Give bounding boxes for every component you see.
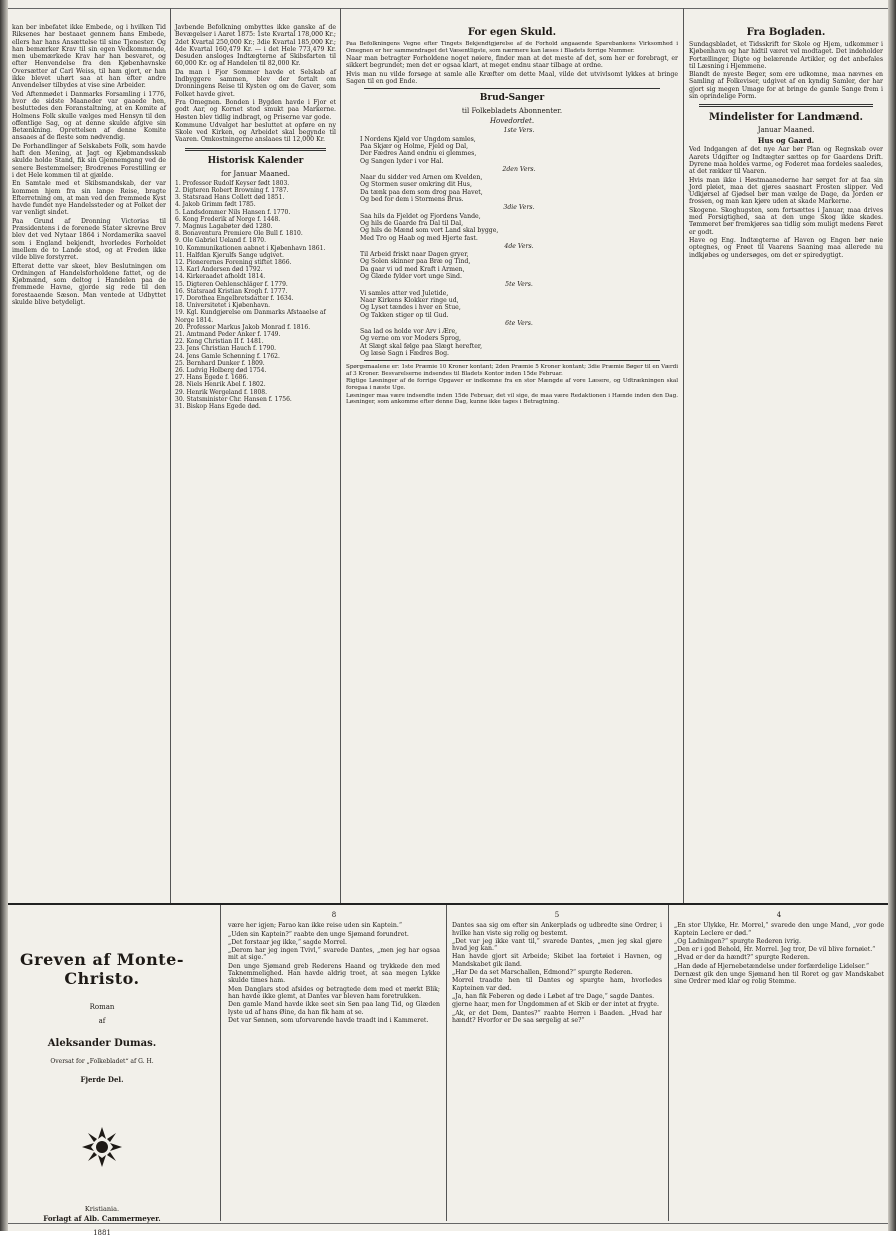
verse-line: Naar du sidder ved Arnen om Kvelden, [360, 174, 483, 182]
paragraph: Spørgsmaalene er: 1ste Præmie 10 Kroner kontant; 2den Præmie 5 Kroner kontant; 3die Præmie Bøger til en Værdi af 3 Kroner. Besvarelserne indsendes til Bladets Kontor inden 15de Februar. [346, 364, 678, 377]
book-title: Greven af Monte-Christo. [20, 950, 184, 988]
paragraph: Blandt de nyeste Bøger, som ere udkomne, maa nævnes en Samling af Folkeviser, udgivet af en kyndig Samler, der har gjort sig megen Umage for at bringe de gamle Sange frem i sin oprindelige Form. [689, 71, 883, 101]
verse-line: Og Sangen lyder i vor Hal. [360, 157, 444, 165]
paragraph: De Forhandlinger af Selskabets Folk, som havde haft den Mening, at Jagt og Kjøbmandsskab skulde holde Stand, fik sin Gjennemgang ved de senere Bestemmelser; Brodrenes Forestilling er i det Hele kommen til at gjælde. [12, 142, 166, 179]
book-translator: Oversat for „Folkebladet“ af G. H. [50, 1058, 154, 1065]
paragraph: Ved Aftenmødet i Danmarks Forsamling i 1776, hvor de sidste Maaneder var gaaede hen, besluttedes den Foranstaltning, at en Komite af Holmens Folk skulle vælges med Hensyn til den offentlige Sag, og at denne skulde afgive sin Betænkning. Oprettelsen af denne Komite ansaaes af de fleste som nødvendig. [12, 90, 166, 142]
calendar-entry: 3. Statsraad Hans Collett død 1851. [175, 194, 285, 202]
novel-text [674, 922, 884, 985]
paragraph: „Har De da set Marschallen, Edmond?“ spurgte Rederen. [452, 969, 633, 977]
novel-column-2 [452, 912, 662, 1217]
paragraph: „Uden sin Kaptein?“ raabte den unge Sjømand forundret. [228, 930, 409, 938]
calendar-entry: 16. Statsraad Kristian Krogh f. 1777. [175, 287, 288, 295]
verse-heading: 2den Vers. [502, 165, 536, 173]
verse-line: Naar Kirkens Klokker ringe ud, [360, 296, 459, 304]
column-2-text [175, 24, 336, 144]
paragraph: „Han døde af Hjernebetændelse under forfærdelige Lidelser.“ [674, 962, 870, 970]
verse-line: Der Fædres Aand endnu ei glemmes, [360, 150, 477, 158]
paragraph: En Samtale med et Skibsmandskab, der var kommen hjem fra sin lange Reise, bragte Efterretning om, at man ved den fremmede Kyst havde fundet nye Handelssteder og at Folket der var venligt sindet. [12, 180, 166, 217]
column-2 [175, 24, 336, 900]
calendar-entry: 20. Professor Markus Jakob Monrad f. 1816. [175, 323, 311, 331]
calendar-entry: 7. Magnus Lagabøter død 1280. [175, 222, 273, 230]
publisher-name: Forlagt af Alb. Cammermeyer. [43, 1214, 161, 1223]
paragraph: Paa Grund af Dronning Victorias til Præsidentens i de forenede Stater skrevne Brev blev det ved Nytaar 1864 i Nordamerika saavel som i England bekjendt, hvorledes Forholdet imellem de to Lande stod, og at Freden ikke vilde blive forstyrret. [12, 217, 166, 262]
verse-line: Og hils de Gaarde fra Dal til Dal, [360, 219, 464, 227]
poem-rule [364, 360, 660, 361]
paragraph: Efterat dette var skeet, blev Beslutningen om Ordningen af Handelsforholdene fattet, og de Kjøbmænd, som deltog i Handelen paa de fremmede Havne, gjorde sig rede til den forestaaende Sæson. Man ventede at Udbyttet skulde blive betydeligt. [12, 262, 166, 306]
verse-line: Paa Skjær og Holme, Fjeld og Dal, [360, 142, 469, 150]
paragraph: være her igjen; Farao kan ikke reise uden sin Kaptein.“ [228, 922, 403, 930]
paragraph: „En stor Ulykke, Hr. Morrel,“ svarede den unge Mand, „vor gode Kaptein Leclere er død.“ [674, 922, 884, 937]
calendar-entry: 27. Hans Egede f. 1686. [175, 374, 249, 382]
calendar-entry: 18. Universitetet i Kjøbenhavn. [175, 302, 270, 310]
calendar-entry: 24. Jens Gamle Schønning f. 1762. [175, 352, 280, 360]
page-number: 8 [331, 911, 337, 919]
verse-line: Til Arbeid friskt naar Dagen gryer, [360, 251, 469, 259]
farmers-rule [699, 104, 873, 107]
verse-line: Saa lad os holde vor Arv i Ære, [360, 328, 458, 336]
puzzle-notice [346, 364, 678, 406]
verse-line: At Slægt skal følge paa Slægt herefter, [360, 342, 483, 350]
farmers-subtitle-2: Hus og Gaard. [757, 136, 815, 146]
book-genre: Roman [89, 1003, 115, 1011]
page-number: 5 [554, 911, 560, 919]
calendar-entry: 19. Kgl. Kundgjørelse om Danmarks Afstaaelse af Norge 1814. [175, 309, 326, 324]
calendar-entry: 10. Kommunikationen aabnet i Kjøbenhavn 1861. [175, 244, 326, 252]
paragraph: Javbende Befolkning ombyttes ikke ganske af de Bevægelser i Aaret 1875: 1ste Kvartal 178,000 Kr.; 2det Kvartal 250,000 Kr.; 3die Kvartal 185,000 Kr.; 4de Kvartal 160,479 Kr. — i det Hele 773,479 Kr. Desuden ansloges Indtægterne af Skibsfarten til 60,000 Kr. og af Handelen til 82,000 Kr. [175, 24, 336, 68]
article-rule [364, 88, 660, 89]
paragraph: Rigtige Løsninger af de forrige Opgaver er indkomne fra en stor Mængde af vore Læsere, og Udtrækningen skal foregaa i næste Uge. [346, 378, 678, 392]
column-1 [12, 24, 166, 900]
section-divider [7, 903, 889, 905]
article-intro: Paa Befolkningens Vegne efter Tingets Bekjendtgjørelse af de Forhold angaaende Sparebankens Virksomhed i Omegnen er her sammendraget det Væsentligste, som nærmere kan læses i Bladets forrige Nummer. [346, 41, 678, 54]
calendar-entry: 1. Professor Rudolf Keyser født 1803. [175, 179, 290, 187]
paragraph: gjerne haar, men for Ungdommen af et Skib er der intet at frygte. [452, 1001, 659, 1009]
bottom-divider [446, 905, 447, 1221]
verse-line: Saa hils da Fjeldet og Fjordens Vande, [360, 212, 481, 220]
verse-line: Og hils de Mænd som vort Land skal bygge, [360, 227, 499, 235]
column-3 [346, 24, 678, 900]
novel-text [452, 922, 662, 1024]
paragraph: kan ber inbefatet ikke Embede, og i hvilken Tid Riksenes har bestaaet gennem hans Embede, ellers har hans Ansættelse til sine Tjenester. Og han bemærker Krav til sin egen Vedkommende, men ubemærkede Krav har han besvaret, og efter Henvendelse fra den Kjøbenhavnske Oversætter af Carl Weiss, til ham gjort, er han ikke blevet uhørt saa at han efter andre Anvendelser tilbydes at vise sine Arbeider. [12, 24, 166, 90]
calendar-entry: 6. Kong Frederik af Norge f. 1448. [175, 215, 281, 223]
paragraph: Han havde gjort sit Arbeide; Skibet laa fortøiet i Havnen, og Mandskabet gik iland. [452, 953, 662, 968]
calendar-entry: 13. Karl Andersen død 1792. [175, 266, 263, 274]
calendar-entry: 14. Kirkeraadet afholdt 1814. [175, 273, 266, 281]
novel-column-1 [228, 912, 440, 1217]
paragraph: Morrel traadte hen til Dantes og spurgte ham, hvorledes Kapteinen var død. [452, 977, 662, 992]
calendar-entry: 25. Bernhard Dunker f. 1809. [175, 359, 265, 367]
paragraph: Ved Indgangen af det nye Aar bør Plan og Regnskab over Aarets Udgifter og Indtægter sættes op for Gaardens Drift. Dyrene maa holdes varme, og Foderet maa fordeles saaledes, at det rækker til Vaaren. [689, 146, 883, 176]
page-number: 4 [776, 911, 782, 919]
paragraph: Kommune Udvalget har besluttet at opføre en ny Skole ved Kirken, og Arbeidet skal begynde til Vaaren. Omkostningerne anslaaes til 12,000 Kr. [175, 121, 336, 144]
calendar-entry: 21. Amtmand Peder Anker f. 1749. [175, 331, 281, 339]
paragraph: „Og Ladningen?“ spurgte Rederen ivrig. [674, 937, 801, 945]
paragraph: Sundagsbladet, et Tidsskrift for Skole og Hjem, udkommer i Kjøbenhavn og har hidtil været vel modtaget. Det indeholder Fortællinger, Digte og belærende Artikler, og det anbefales til Læsning i Hjemmene. [689, 41, 883, 70]
paragraph: Dernæst gik den unge Sjømand hen til Roret og gav Mandskabet sine Ordrer med klar og rolig Stemme. [674, 971, 884, 986]
paragraph: Skogene. Skoghugsten, som fortsættes i Januar, maa drives med Forsigtighed, saa at den unge Skog ikke skades. Tømmeret bør fremkjøres saa tidlig som muligt medens Føret er godt. [689, 206, 883, 236]
calendar-entry: 8. Bonaventura Premiere Ole Bull f. 1810. [175, 230, 303, 238]
paragraph: Hvis man ikke i Høstmaanederne har sørget for at faa sin Jord pløiet, maa det gjøres saasnart Frosten slipper. Ved Udkjørsel af Gjødsel bør man vælge de Dage, da Jorden er frossen, og man kan kjøre uden at skade Markerne. [689, 176, 883, 206]
paragraph: „Det var jeg ikke vant til,“ svarede Dantes, „men jeg skal gjøre hvad jeg kan.“ [452, 937, 662, 953]
poem-body [346, 127, 678, 357]
paragraph: Dantes saa sig om efter sin Ankerplads og udbredte sine Ordrer, i hvilke han viste sig rolig og bestemt. [452, 922, 662, 937]
calendar-entry: 17. Dorothea Engelbretsdatter f. 1634. [175, 295, 294, 302]
calendar-title: Historisk Kalender [207, 155, 304, 166]
column-4 [689, 24, 883, 900]
bottom-divider [668, 905, 669, 1221]
book-by: af [98, 1017, 106, 1025]
calendar-entry: 29. Henrik Wergeland f. 1808. [175, 388, 268, 396]
book-title-page [12, 910, 192, 1237]
calendar-entry: 15. Digteren Oehlenschläger f. 1779. [175, 280, 288, 288]
verse-line: Og Stormen suser omkring dit Hus, [360, 181, 472, 189]
paragraph: Den gamle Mand havde ikke seet sin Søn paa lang Tid, og Glæden lyste ud af hans Øine, da han fik ham at se. [228, 1001, 440, 1016]
novel-text [228, 922, 440, 1024]
verse-heading: 5te Vers. [505, 281, 533, 289]
novel-column-3 [674, 912, 884, 1217]
verse-line: Og Solen skinner paa Bræ og Tind, [360, 258, 471, 266]
paragraph: „Hvad er der da hændt?“ spurgte Rederen. [674, 954, 810, 962]
poem-verse-heading: Hovedordet. [489, 117, 535, 126]
bookshop-text [689, 41, 883, 100]
article-title: For egen Skuld. [467, 27, 557, 38]
verse-line: Og Glæde fylder vort unge Sind. [360, 273, 462, 281]
poem-subtitle: til Folkebladets Abonnenter. [461, 107, 563, 116]
verse-heading: 6te Vers. [505, 319, 533, 327]
verse-heading: 1ste Vers. [503, 127, 535, 135]
publisher-city: Kristiania. [84, 1205, 120, 1213]
verse-line: Og Lyset tændes i hver en Stue, [360, 304, 461, 312]
poem-title: Brud-Sanger [479, 93, 545, 104]
paragraph: Naar man betragter Forholdene noget nøiere, finder man at det meste af det, som her er forebragt, er sikkert begrundet; men det er ogsaa klart, at meget endnu staar tilbage at ordne. [346, 55, 678, 70]
calendar-entry: 11. Halfdan Kjerulfs Sange udgivet. [175, 251, 284, 259]
paragraph: Men Danglars stod afsides og betragtede dem med et mørkt Blik; han havde ikke glemt, at Dantes var bleven ham foretrukken. [228, 985, 440, 1000]
book-author: Aleksander Dumas. [47, 1038, 157, 1049]
verse-line: Vi samles atter ved Juletide, [360, 289, 449, 297]
verse-line: Da gaar vi ud med Kraft i Armen, [360, 265, 465, 273]
verse-line: I Nordens Kjøld vor Ungdom samles, [360, 135, 476, 143]
paragraph: „Derom har jeg ingen Tvivl,“ svarede Dantes, „men jeg har ogsaa mit at sige.“ [228, 947, 440, 962]
verse-line: Og verne om vor Moders Sprog, [360, 335, 462, 343]
calendar-entry: 30. Statsminister Chr. Hansen f. 1756. [175, 395, 292, 403]
calendar-entry: 23. Jens Christian Hauch f. 1790. [175, 345, 277, 353]
calendar-rule [185, 148, 326, 151]
farmers-text [689, 146, 883, 258]
book-part: Fjerde Del. [80, 1075, 124, 1084]
verse-line: Og bed for dem i Stormens Brus. [360, 196, 464, 204]
column-divider [170, 8, 171, 903]
paragraph: „Den er i god Behold, Hr. Morrel. Jeg tror, De vil blive fornøiet.“ [674, 946, 876, 954]
paragraph: „Ak, er det Dem, Dantes?“ raabte Herren i Baaden. „Hvad har hændt? Hvorfor er De saa sørgelig at se?“ [452, 1009, 662, 1024]
paragraph: Hvis man nu vilde forsøge at samle alle Kræfter om dette Maal, vilde det utvivlsomt lykkes at bringe Sagen til en god Ende. [346, 70, 678, 86]
ornament-icon [80, 1125, 124, 1169]
paragraph: Den unge Sjømand greb Rederens Haand og trykkede den med Taknemmelighed. Han havde aldrig troet, at saa megen Lykke skulde times ham. [228, 962, 440, 985]
calendar-entry: 12. Pionerernes Forening stiftet 1866. [175, 258, 292, 266]
farmers-subtitle: Januar Maaned. [757, 126, 815, 135]
calendar-subtitle: for Januar Maaned. [221, 169, 290, 178]
calendar-entry: 4. Jakob Grimm født 1785. [175, 201, 256, 209]
calendar-entry: 5. Landsdommer Nils Hansen f. 1770. [175, 208, 291, 216]
calendar-list [175, 180, 336, 411]
calendar-entry: 9. Ole Gabriel Ueland f. 1870. [175, 237, 267, 245]
calendar-entry: 31. Biskop Hans Egede død. [175, 403, 261, 411]
paragraph: „Det forstaar jeg ikke,“ sagde Morrel. [228, 938, 347, 946]
paragraph: Fra Omegnen. Bonden i Bygden havde i Fjor et godt Aar, og Kornet stod smukt paa Markerne. Høsten blev tidlig indbragt, og Priserne var gode. [175, 98, 336, 121]
verse-line: Da tænk paa dem som drog paa Havet, [360, 188, 483, 196]
verse-line: Med Tro og Haab og med Hjerte fast. [360, 234, 478, 242]
column-divider [683, 8, 684, 903]
verse-heading: 4de Vers. [504, 242, 534, 250]
column-divider [340, 8, 341, 903]
farmers-title: Mindelister for Landmænd. [708, 112, 864, 124]
publication-year: 1881 [93, 1229, 111, 1237]
bookshop-title: Fra Bogladen. [746, 27, 826, 38]
bottom-divider [220, 905, 221, 1221]
verse-line: Og Takken stiger op til Gud. [360, 311, 449, 319]
calendar-entry: 2. Digteren Robert Browning f. 1787. [175, 186, 289, 194]
paragraph: Have og Eng. Indtægterne af Haven og Engen bør nøie optegnes, og Frøet til Vaarens Saaning maa allerede nu indkjøbes og undersøges, om det er spiredygtigt. [689, 236, 883, 259]
verse-line: Og læse Sagn i Fædres Bog. [360, 349, 449, 357]
article-body [346, 55, 678, 85]
verse-heading: 3die Vers. [503, 204, 535, 212]
paragraph: Da man i Fjor Sommer havde et Selskab af Indbyggere sammen, blev der fortalt om Dronningens Reise til Kysten og om de Gaver, som Folket havde givet. [175, 68, 336, 98]
calendar-entry: 28. Niels Henrik Abel f. 1802. [175, 381, 266, 389]
paragraph: Løsninger maa være indsendte inden 15de Februar, det vil sige, de maa være Redaktionen i Hænde inden den Dag. Løsninger, som ankomme efter denne Dag, kunne ikke tages i Betragtning. [346, 392, 678, 406]
calendar-entry: 22. Kong Christian II f. 1481. [175, 338, 264, 346]
paragraph: Det var Sønnen, som uforvarende havde traadt ind i Kammeret. [228, 1016, 429, 1024]
calendar-entry: 26. Ludvig Holberg død 1754. [175, 367, 267, 375]
paragraph: „Ja, han fik Feberen og døde i Løbet af tre Dage,“ sagde Dantes. [452, 992, 655, 1000]
